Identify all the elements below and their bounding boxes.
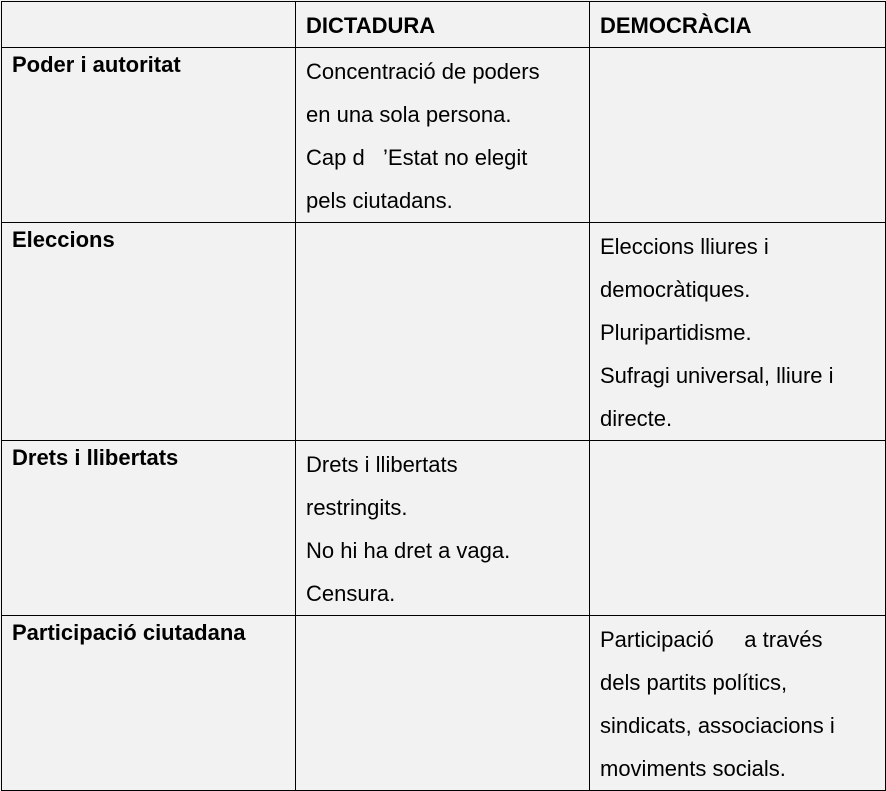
cell-dictadura-eleccions [296,223,590,441]
cell-line: democràtiques. [600,277,751,302]
cell-line: Participació a través [600,627,823,652]
cell-line: Sufragi universal, lliure i [600,363,834,388]
cell-line: Pluripartidisme. [600,320,752,345]
cell-dictadura-participacio [296,616,590,791]
table-row [2,616,886,791]
cell-dictadura-poder [296,48,590,223]
header-row [2,2,886,48]
cell-line: Drets i llibertats [306,452,458,477]
cell-line: Censura. [306,581,396,606]
table-row [2,48,886,223]
row-label-drets: Drets i llibertats [2,441,296,616]
header-democracia: DEMOCRÀCIA [590,2,886,48]
row-label-eleccions: Eleccions [2,223,296,441]
row-label-participacio: Participació ciutadana [2,616,296,791]
header-empty-cell [2,2,296,48]
table-row [2,223,886,441]
cell-line: Cap d ’Estat no elegit [306,145,528,170]
cell-line: moviments socials. [600,756,786,781]
comparison-table [1,1,886,791]
cell-dictadura-drets [296,441,590,616]
cell-democracia-drets [590,441,886,616]
cell-line: directe. [600,406,673,431]
cell-line: sindicats, associacions i [600,713,835,738]
header-dictadura: DICTADURA [296,2,590,48]
cell-line: No hi ha dret a vaga. [306,538,511,563]
cell-line: en una sola persona. [306,102,512,127]
cell-line: dels partits polítics, [600,670,788,695]
cell-line: pels ciutadans. [306,188,453,213]
cell-democracia-poder [590,48,886,223]
cell-line: Concentració de poders [306,59,540,84]
cell-line: Eleccions lliures i [600,234,769,259]
table-row [2,441,886,616]
row-label-poder: Poder i autoritat [2,48,296,223]
cell-democracia-eleccions [590,223,886,441]
cell-democracia-participacio [590,616,886,791]
cell-line: restringits. [306,495,408,520]
